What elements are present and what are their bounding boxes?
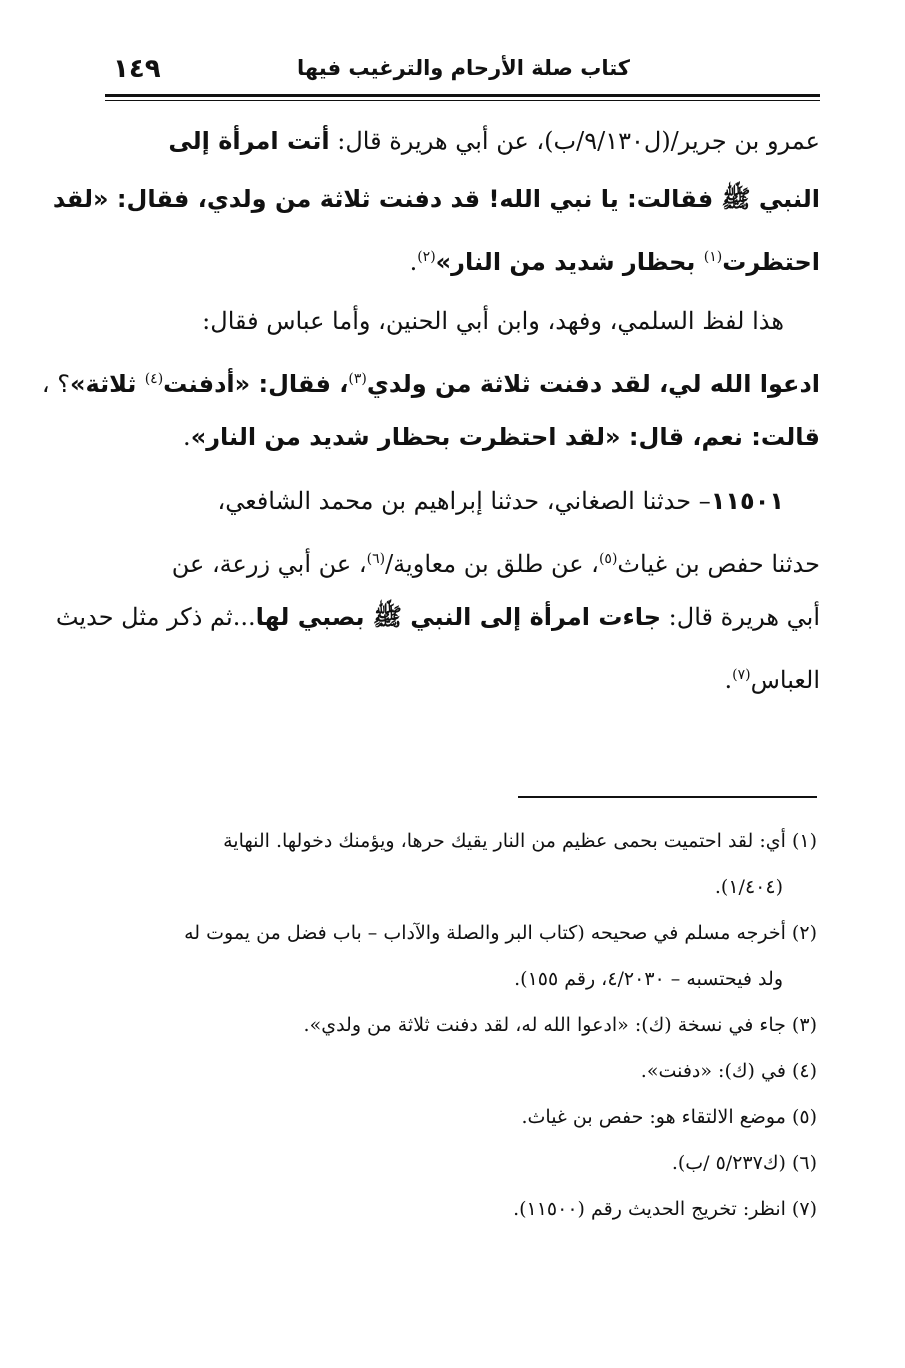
header-rule-thick xyxy=(105,94,820,97)
text-run: . xyxy=(724,666,733,694)
quote-bold: جاءت امرأة إلى النبي ﷺ بصبي لها xyxy=(255,603,662,631)
quote-bold: أتت امرأة إلى xyxy=(168,127,330,155)
hadith-number: ١١٥٠١ xyxy=(710,487,784,515)
text-line xyxy=(105,112,820,170)
footnote-ref: (١) xyxy=(703,249,723,265)
footnote-2: (٢) أخرجه مسلم في صحيحه (كتاب البر والصلة والآداب – باب فضل من يموت له xyxy=(184,922,817,944)
text-line xyxy=(105,472,820,530)
text-run: هذا لفظ السلمي، وفهد، وابن أبي الحنين، وأما عباس فقال: xyxy=(202,307,784,335)
text-run: ؟ ، xyxy=(41,370,71,398)
footnote-7: (٧) انظر: تخريج الحديث رقم (١١٥٠٠). xyxy=(513,1198,817,1220)
footnote-separator xyxy=(518,796,817,798)
text-line xyxy=(41,350,820,408)
footnote-ref: (٤) xyxy=(144,371,164,387)
quote-bold: ، فقال: «أدفنت xyxy=(163,370,349,398)
text-line xyxy=(55,588,820,646)
page-number: ١٤٩ xyxy=(113,54,161,84)
footnote-ref: (٧) xyxy=(732,667,751,683)
text-run: ، عن طلق بن معاوية/ xyxy=(385,550,599,578)
page-header xyxy=(105,52,820,92)
text-line xyxy=(105,228,820,286)
text-run: ...ثم ذكر مثل حديث xyxy=(55,603,256,631)
text-line xyxy=(52,170,820,228)
footnote-ref: (٣) xyxy=(348,371,367,387)
footnote-3: (٣) جاء في نسخة (ك): «ادعوا الله له، لقد دفنت ثلاثة من ولدي». xyxy=(303,1014,817,1036)
quote-bold: ادعوا الله لي، لقد دفنت ثلاثة من ولدي xyxy=(366,370,820,398)
quote-bold: بحظار شديد من النار» xyxy=(435,248,704,276)
text-run: – حدثنا الصغاني، حدثنا إبراهيم بن محمد الشافعي، xyxy=(217,487,711,515)
header-rule-thin xyxy=(105,100,820,101)
footnotes xyxy=(105,818,817,1232)
footnote-6: (٦) (ك٥/٢٣٧ /ب). xyxy=(671,1152,817,1174)
footnote-1-cont: (١/٤٠٤). xyxy=(714,876,783,898)
text-run: العباس xyxy=(750,666,820,694)
text-line xyxy=(105,646,820,704)
text-line xyxy=(105,530,820,588)
footnote-ref: (٥) xyxy=(598,551,618,567)
text-run: أبي هريرة قال: xyxy=(661,603,820,631)
quote-bold: «لقد xyxy=(52,185,109,213)
main-text xyxy=(41,112,820,704)
quote-bold: النبي ﷺ فقالت: يا نبي الله! قد دفنت ثلاثة من ولدي، فقال: xyxy=(108,185,820,213)
text-line xyxy=(105,292,820,350)
footnote-1: (١) أي: لقد احتميت بحمى عظيم من النار يقيك حرها، ويؤمنك دخولها. النهاية xyxy=(223,830,817,852)
quote-bold: ثلاثة» xyxy=(70,370,145,398)
text-run: عمرو بن جرير/(ل٩/١٣٠/ب)، عن أبي هريرة قال: xyxy=(329,127,820,155)
quote-bold: قالت: نعم، قال: «لقد احتظرت بحظار شديد من النار» xyxy=(190,423,820,451)
quote-bold: احتظرت xyxy=(722,248,820,276)
text-run: ، عن أبي زرعة، عن xyxy=(171,550,367,578)
footnote-5: (٥) موضع الالتقاء هو: حفص بن غياث. xyxy=(521,1106,817,1128)
footnote-4: (٤) في (ك): «دفنت». xyxy=(640,1060,817,1082)
text-run: . xyxy=(183,423,191,451)
text-line xyxy=(105,408,820,466)
running-title: كتاب صلة الأرحام والترغيب فيها xyxy=(297,56,630,80)
footnote-2-cont: ولد فيحتسبه – ٤/٢٠٣٠، رقم ١٥٥). xyxy=(514,968,783,990)
footnote-ref: (٢) xyxy=(417,249,436,265)
text-run: . xyxy=(409,248,418,276)
footnote-ref: (٦) xyxy=(366,551,386,567)
text-run: حدثنا حفص بن غياث xyxy=(617,550,820,578)
